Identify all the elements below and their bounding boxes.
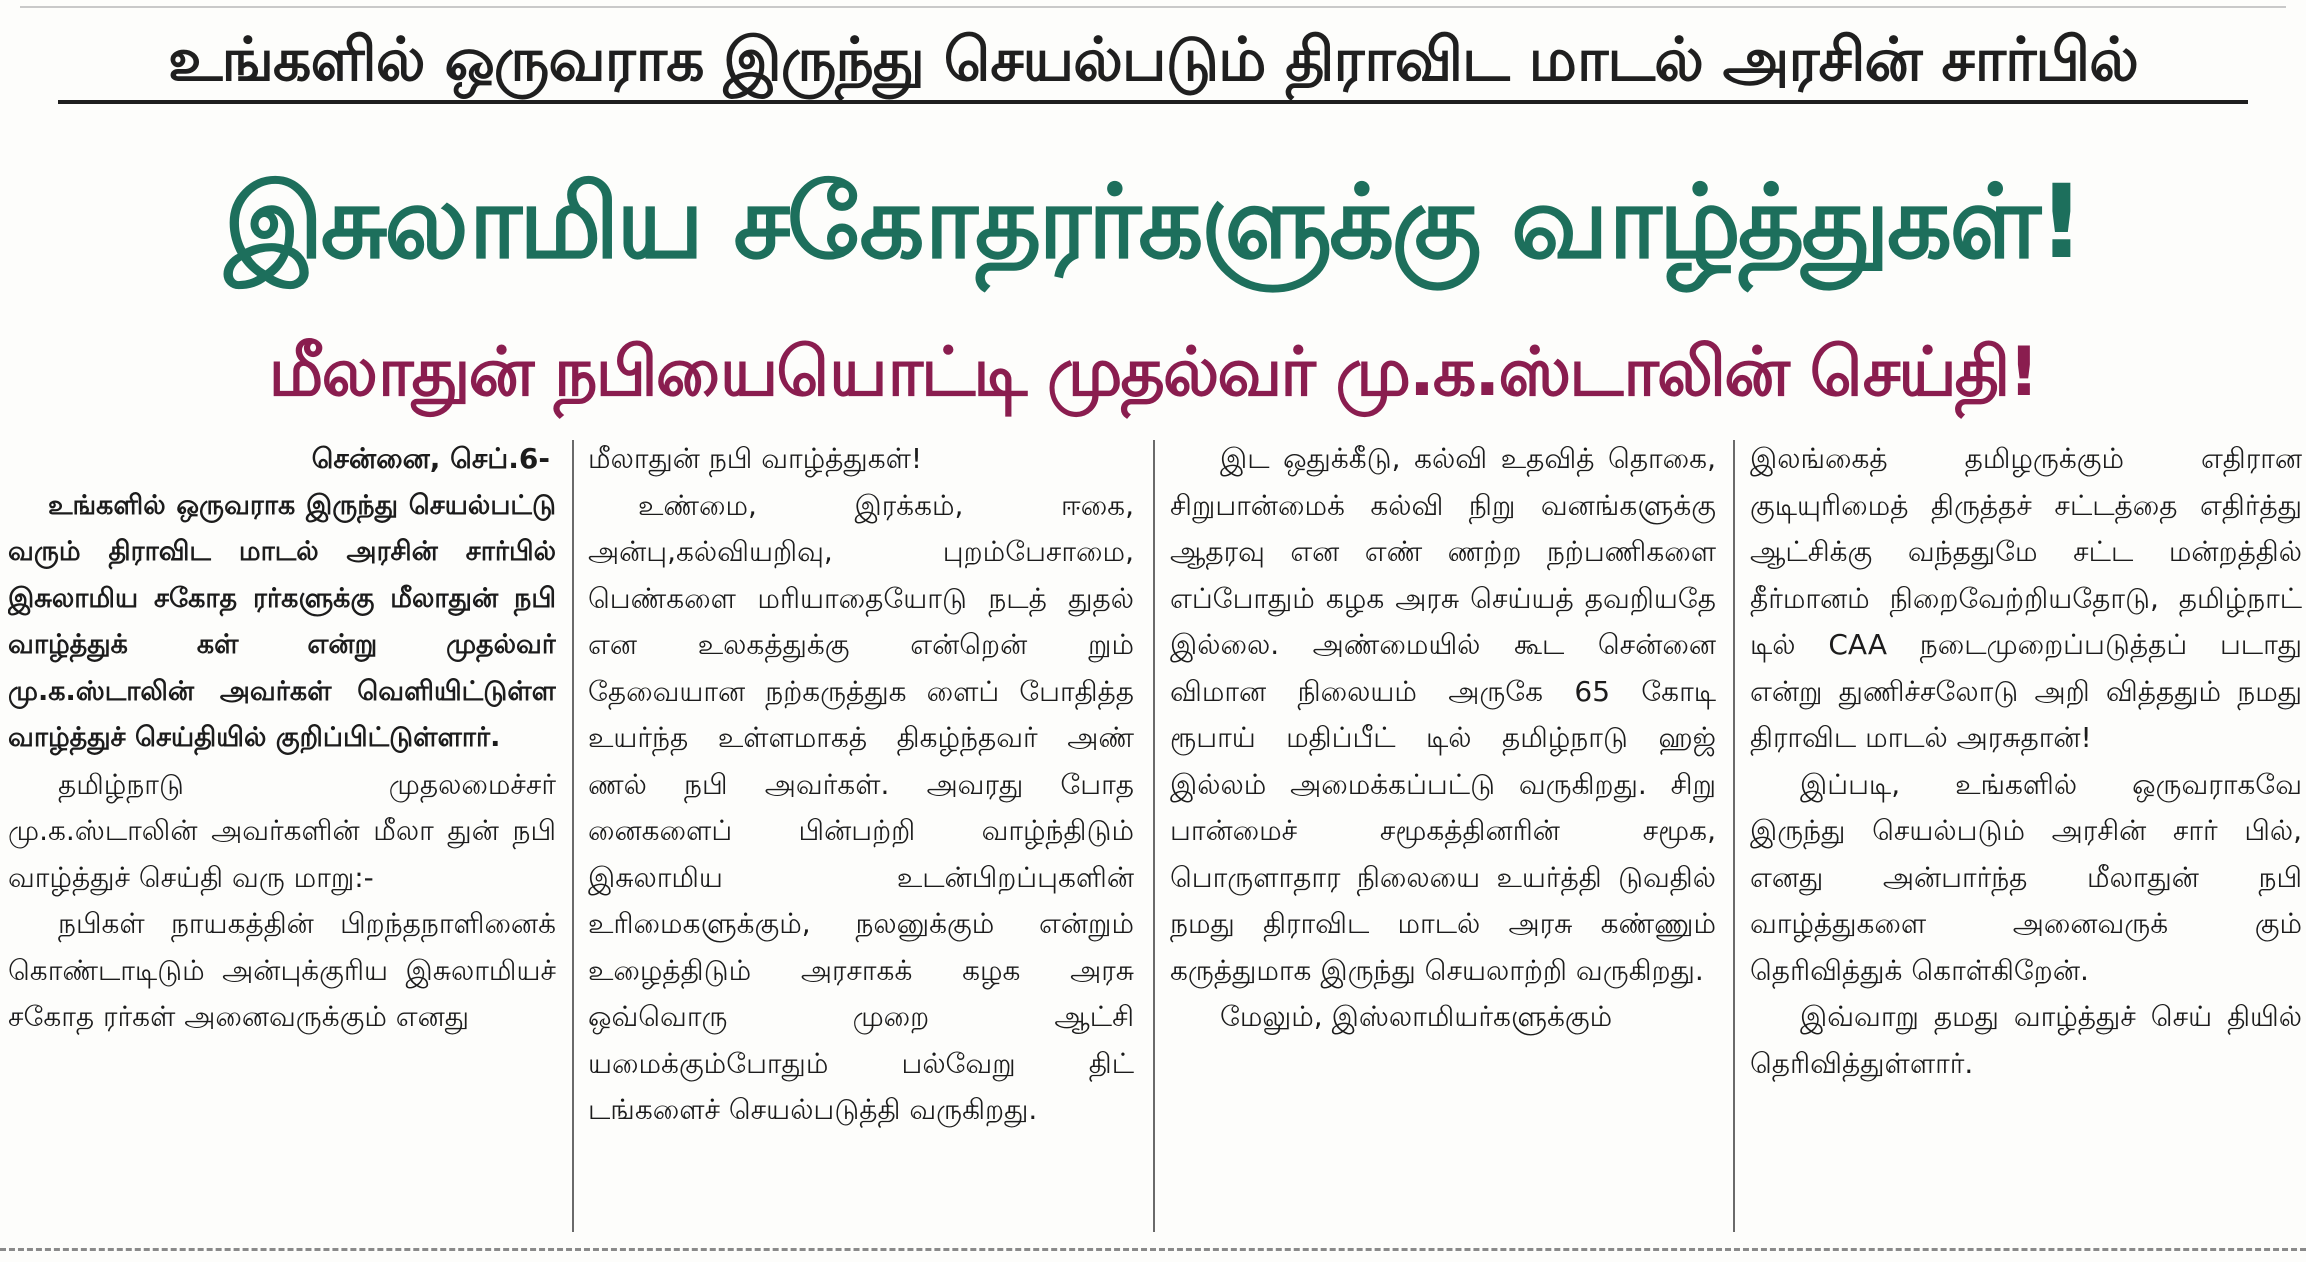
bottom-dashed-border	[0, 1248, 2306, 1251]
body-paragraph: இலங்கைத் தமிழருக்கும் எதிரான குடியுரிமைத் திருத்தச் சட்டத்தை எதிர்த்து ஆட்சிக்கு வந்ததுமே சட்ட மன்றத்தில் தீர்மானம் நிறைவேற்றியதோடு, தமிழ்நாட் டில் CAA நடைமுறைப்படுத்தப் படாது என்று துணிச்சலோடு அறி வித்ததும் நமது திராவிட மாடல் அரசுதான்!	[1750, 442, 2302, 754]
top-border	[20, 6, 2286, 8]
main-headline: இசுலாமிய சகோதரர்களுக்கு வாழ்த்துகள்!	[224, 163, 2082, 282]
kicker-underline	[58, 100, 2248, 104]
article-column-2	[588, 436, 1134, 1246]
body-paragraph: இவ்வாறு தமது வாழ்த்துச் செய் தியில் தெரிவித்துள்ளார்.	[1750, 1000, 2302, 1080]
body-paragraph: நபிகள் நாயகத்தின் பிறந்தநாளினைக் கொண்டாடிடும் அன்புக்குரிய இசுலாமியச் சகோத ரர்கள் அனைவருக்கும் எனது	[8, 907, 556, 1033]
body-paragraph: உண்மை, இரக்கம், ஈகை, அன்பு,கல்வியறிவு, புறம்பேசாமை, பெண்களை மரியாதையோடு நடத் துதல் என உலகத்துக்கு என்றென் றும் தேவையான நற்கருத்துக ளைப் போதித்த உயர்ந்த உள்ளமாகத் திகழ்ந்தவர் அண் ணல் நபி அவர்கள். அவரது போத னைகளைப் பின்பற்றி வாழ்ந்திடும் இசுலாமிய உடன்பிறப்புகளின் உரிமைகளுக்கும், நலனுக்கும் என்றும் உழைத்திடும் அரசாகக் கழக அரசு ஒவ்வொரு முறை ஆட்சி யமைக்கும்போதும் பல்வேறு திட் டங்களைச் செயல்படுத்தி வருகிறது.	[588, 488, 1134, 1126]
kicker-headline: உங்களில் ஒருவராக இருந்து செயல்படும் திராவிட மாடல் அரசின் சார்பில்	[168, 25, 2138, 95]
lede-paragraph: உங்களில் ஒருவராக இருந்து செயல்பட்டு வரும் திராவிட மாடல் அரசின் சார்பில் இசுலாமிய சகோத ரர்களுக்கு மீலாதுன் நபி வாழ்த்துக் கள் என்று முதல்வர் மு.க.ஸ்டாலின் அவர்கள் வெளியிட்டுள்ள வாழ்த்துச் செய்தியில் குறிப்பிட்டுள்ளார்.	[8, 489, 556, 753]
dateline: சென்னை, செப்.6-	[311, 442, 550, 475]
article-column-4	[1750, 436, 2302, 1246]
article-column-3	[1170, 436, 1716, 1246]
article-body	[0, 436, 2306, 1246]
body-paragraph: இட ஒதுக்கீடு, கல்வி உதவித் தொகை, சிறுபான்மைக் கல்வி நிறு வனங்களுக்கு ஆதரவு என எண் ணற்ற நற்பணிகளை எப்போதும் கழக அரசு செய்யத் தவறியதே இல்லை. அண்மையில் கூட சென்னை விமான நிலையம் அருகே 65 கோடி ரூபாய் மதிப்பீட் டில் தமிழ்நாடு ஹஜ் இல்லம் அமைக்கப்பட்டு வருகிறது. சிறு பான்மைச் சமூகத்தினரின் சமூக, பொருளாதார நிலையை உயர்த்தி டுவதில் நமது திராவிட மாடல் அரசு கண்ணும் கருத்துமாக இருந்து செயலாற்றி வருகிறது.	[1170, 442, 1716, 987]
body-paragraph: இப்படி, உங்களில் ஒருவராகவே இருந்து செயல்படும் அரசின் சார் பில், எனது அன்பார்ந்த மீலாதுன் நபி வாழ்த்துகளை அனைவருக் கும் தெரிவித்துக் கொள்கிறேன்.	[1750, 767, 2302, 987]
article-column-1	[8, 436, 556, 1246]
body-paragraph: தமிழ்நாடு முதலமைச்சர் மு.க.ஸ்டாலின் அவர்களின் மீலா துன் நபி வாழ்த்துச் செய்தி வரு மாறு:-	[8, 767, 556, 894]
body-paragraph: மேலும், இஸ்லாமியர்களுக்கும்	[1220, 1000, 1613, 1033]
sub-headline: மீலாதுன் நபியையொட்டி முதல்வர் மு.க.ஸ்டாலின் செய்தி!	[268, 333, 2038, 412]
body-paragraph: மீலாதுன் நபி வாழ்த்துகள்!	[588, 442, 923, 475]
